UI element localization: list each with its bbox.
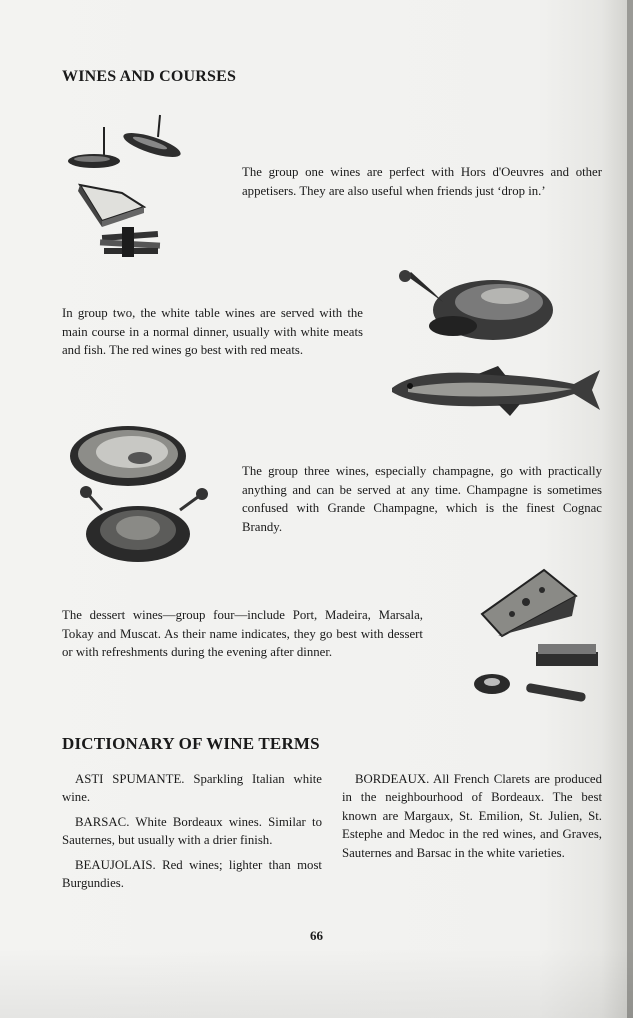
hors-doeuvres-illustration [62,115,182,260]
dictionary-left-column [62,770,322,898]
biscuits-icon [474,644,598,702]
entry-term: BARSAC. [75,814,130,829]
group-three-paragraph: The group three wines, especially champagne, go with practically anything and can be served at any time. Champagne is sometimes confused with Grande Champagne, which is the finest Cognac Brandy. [242,464,602,534]
cheese-wedge-icon [482,570,576,636]
entry-term: BEAUJOLAIS. [75,857,156,872]
dictionary-entry [62,770,322,807]
sausage-roll-icon [121,115,183,162]
ham-slice-icon [70,426,186,486]
section-title-dictionary: DICTIONARY OF WINE TERMS [62,734,320,753]
page-edge [627,0,633,1018]
entry-definition: White Bordeaux wines. Similar to Sauternes, but usually with a drier finish. [62,814,322,848]
sandwich-icon [78,185,144,227]
group-two-paragraph: In group two, the white table wines are served with the main course in a normal dinner, usually with white meats and fish. The red wines go best with red meats. [62,306,363,358]
entry-term: BORDEAUX. [355,772,430,786]
page-number: 66 [310,928,323,943]
entry-definition: Sparkling Italian white wine. [62,772,322,805]
salmon-illustration [388,362,603,418]
dictionary-entry [342,770,602,862]
entry-definition: All French Clarets are produced in the neighbourhood of Bordeaux. The best known are Margaux, St. Emilion, St. Julien, St. Estephe and Medoc in the red wines, and Graves, Sauternes and Barsac in the white varieties. [342,772,602,860]
entry-definition: Red wines; lighter than most Burgundies. [62,857,322,891]
page-shadow [0,948,633,1018]
dictionary-entry [62,856,322,893]
roast-chicken-illustration [393,262,558,342]
dictionary-right-column [342,770,602,862]
cheese-and-biscuits-illustration [468,566,606,714]
roast-joint-icon [80,486,208,562]
cheese-straws-icon [100,227,160,257]
dictionary-entry [62,813,322,850]
section-title-wines-and-courses: WINES AND COURSES [62,68,237,85]
sausage-skewer-icon [68,127,120,168]
ham-and-roast-illustration [68,418,218,568]
group-four-paragraph: The dessert wines—group four—include Port, Madeira, Marsala, Tokay and Muscat. As their name indicates, they go best with dessert or with refreshments during the evening after dinner. [62,608,423,660]
group-one-paragraph: The group one wines are perfect with Hors d'Oeuvres and other appetisers. They are also useful when friends just ‘drop in.’ [242,165,602,198]
entry-term: ASTI SPUMANTE. [75,772,185,786]
